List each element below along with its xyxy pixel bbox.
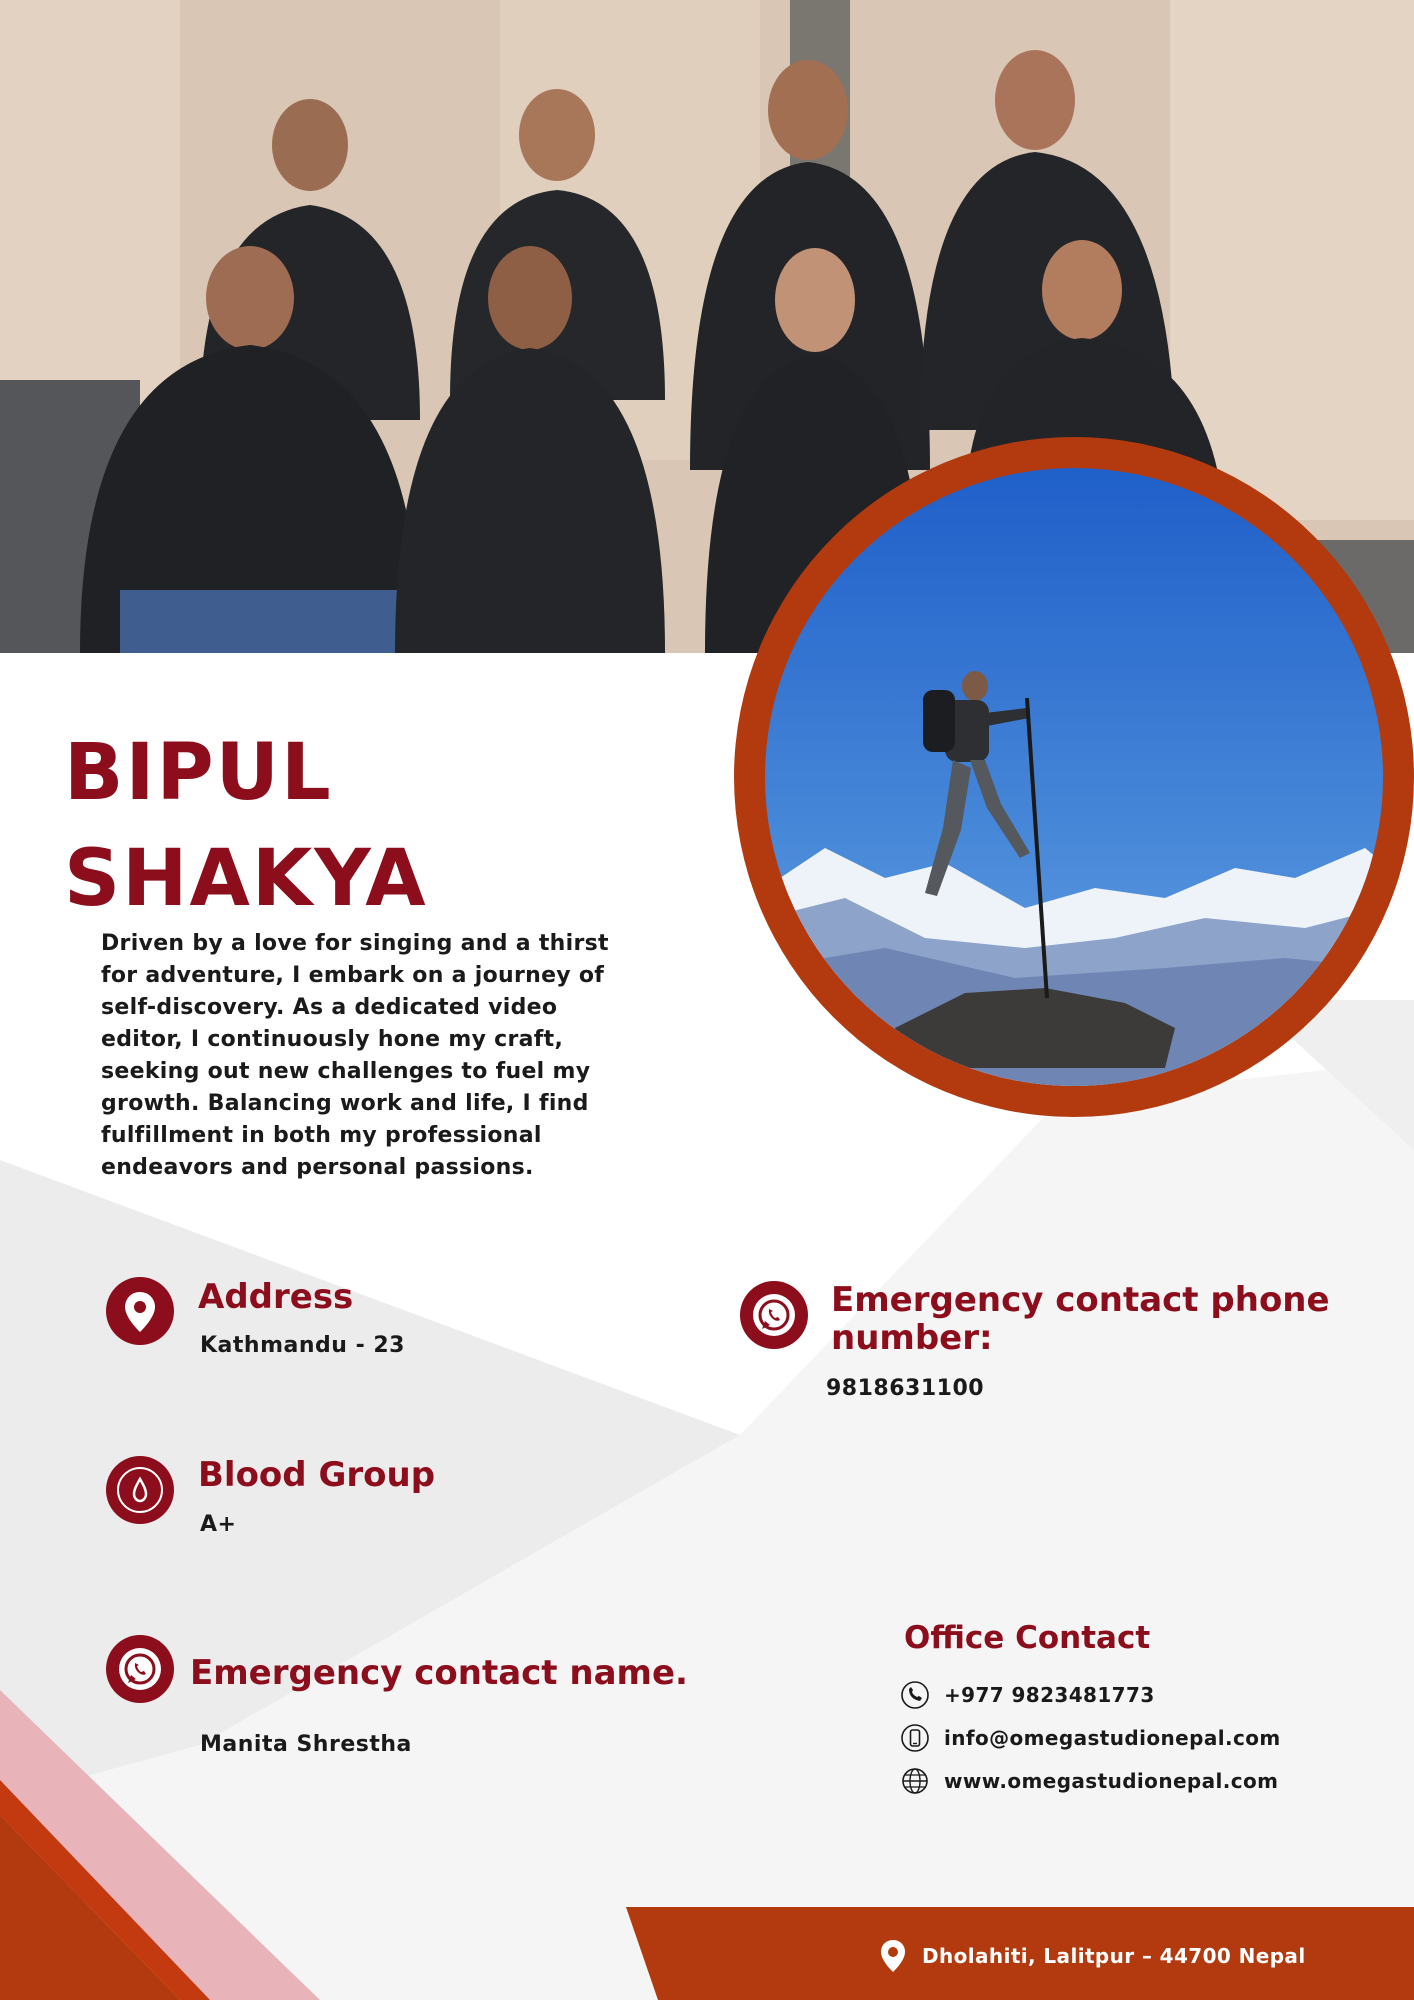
person-name [64,720,428,932]
location-pin-icon [106,1277,174,1345]
emergency-phone-value: 9818631100 [826,1376,985,1401]
blood-group-value: A+ [200,1512,237,1537]
office-website-row[interactable] [900,1766,1278,1796]
phone-icon [900,1680,930,1710]
whatsapp-icon [106,1635,174,1703]
emergency-phone-title [831,1281,1330,1357]
blood-drop-icon [106,1456,174,1524]
office-contact-title: Office Contact [904,1620,1151,1656]
footer-address [880,1938,1306,1974]
address-value: Kathmandu - 23 [200,1333,405,1358]
office-website: www.omegastudionepal.com [944,1769,1279,1793]
mobile-icon [900,1723,930,1753]
whatsapp-icon [740,1281,808,1349]
blood-group-title: Blood Group [198,1455,436,1495]
emergency-phone-title-line2: number: [831,1318,993,1358]
office-phone: +977 9823481773 [944,1683,1155,1707]
footer-address-text: Dholahiti, Lalitpur – 44700 Nepal [922,1944,1306,1968]
location-pin-icon [880,1939,906,1973]
last-name: SHAKYA [64,834,428,924]
office-email-row[interactable] [900,1723,1281,1753]
emergency-name-value: Manita Shrestha [200,1732,412,1757]
emergency-phone-title-line1: Emergency contact phone [831,1280,1330,1320]
office-phone-row[interactable] [900,1680,1155,1710]
bio-text: Driven by a love for singing and a thirst for adventure, I embark on a journey of self-discovery. As a dedicated video editor, I continuously hone my craft, seeking out new challenges to fuel my growth. Balancing work and life, I find fulfillment in both my professional endeavors and personal passions. [101,931,609,1180]
profile-photo-hiker [765,468,1383,1086]
address-title: Address [198,1277,354,1317]
globe-icon [900,1766,930,1796]
first-name: BIPUL [64,728,333,818]
office-email: info@omegastudionepal.com [944,1726,1281,1750]
emergency-name-title: Emergency contact name. [190,1653,688,1693]
